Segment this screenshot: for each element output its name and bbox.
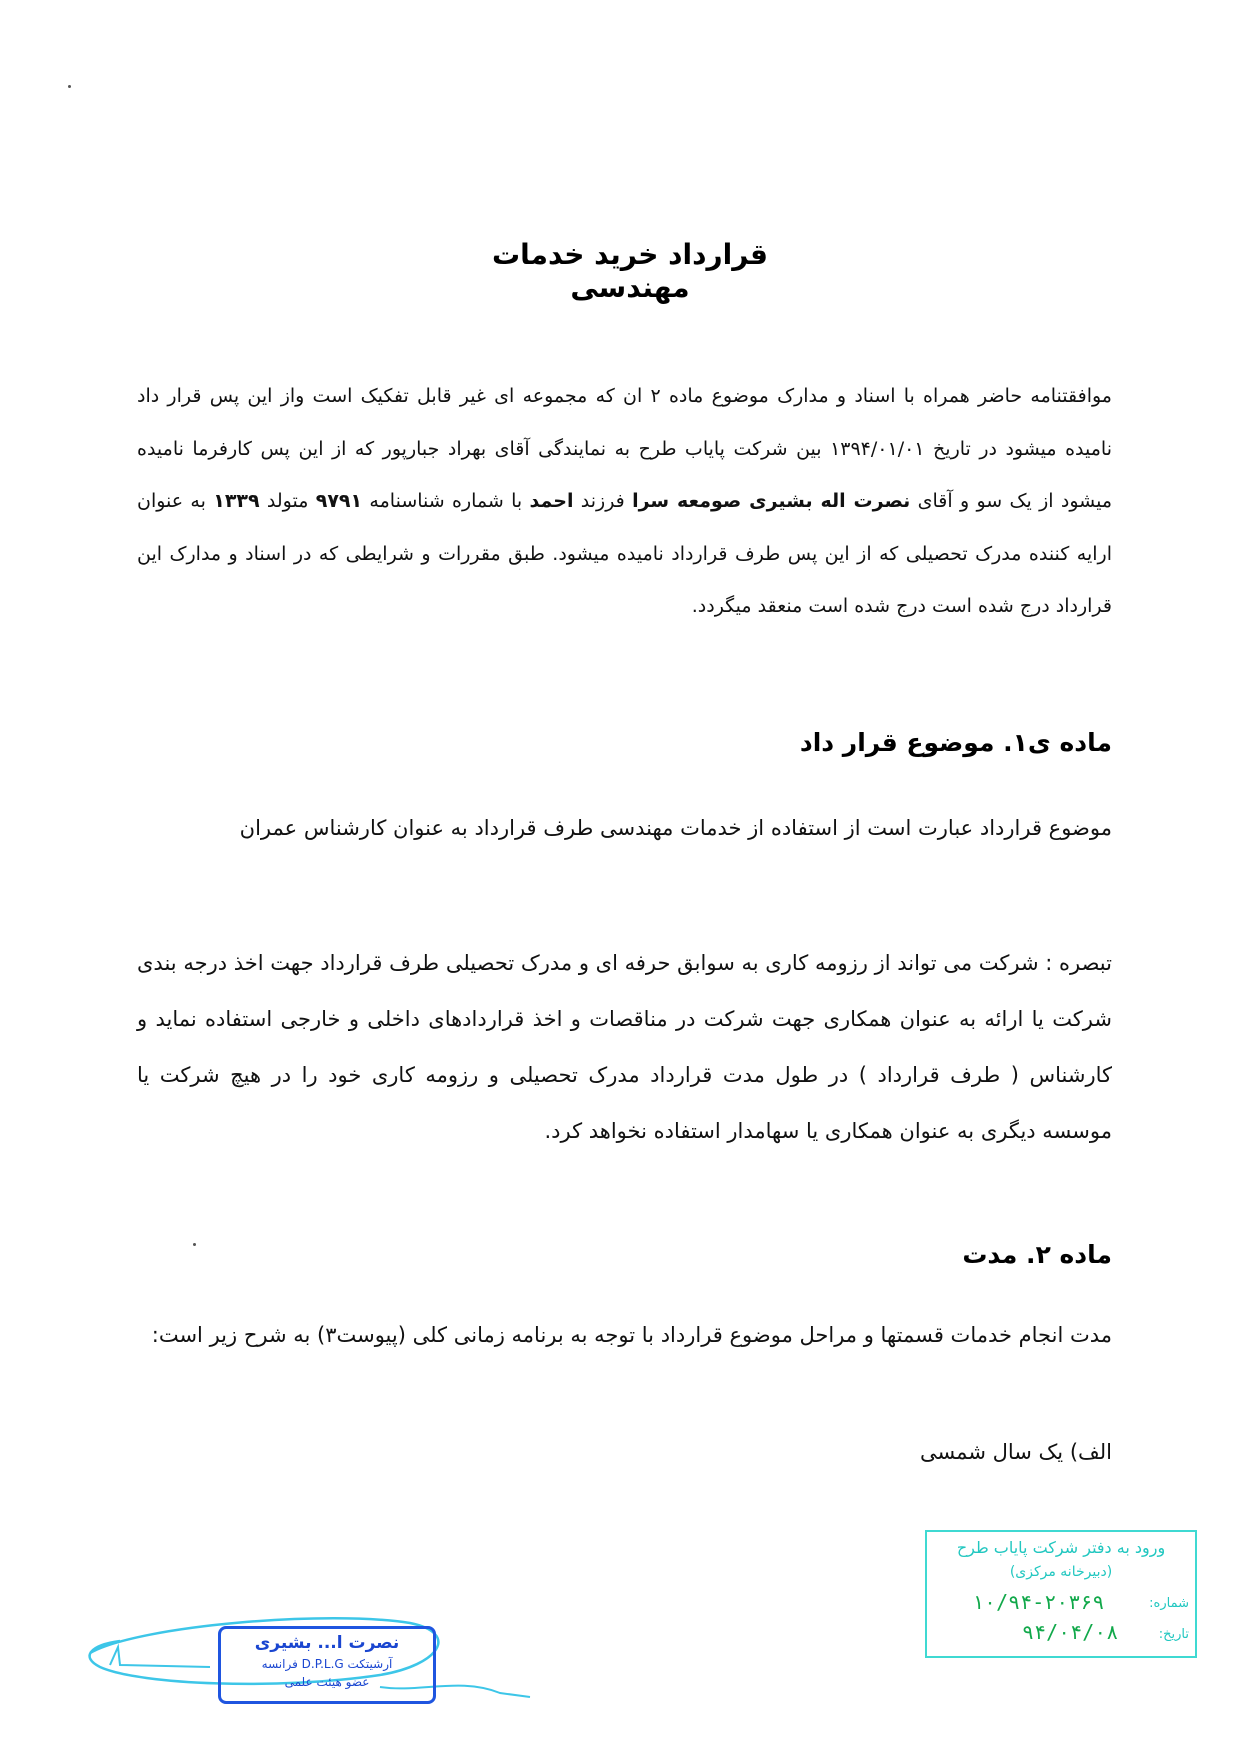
article2-heading: ماده ۲. مدت <box>962 1240 1112 1269</box>
stamp-office-line1: ورود به دفتر شرکت پایاب طرح <box>956 1538 1166 1557</box>
intro-text: با شماره شناسنامه <box>362 490 530 512</box>
article1-note: تبصره : شرکت می تواند از رزومه کاری به سوابق حرفه ای و مدرک تحصیلی طرف قرارداد جهت اخذ درجه بندی شرکت یا ارائه به عنوان همکاری جهت شرکت در مناقصات و اخذ قراردادهای داخلی و خارجی استفاده نماید و کارشناس ( طرف قرارداد ) در طول مدت قرارداد مدرک تحصیلی و رزومه کاری خود را در هیچ شرکت یا موسسه دیگری به عنوان همکاری یا سهامدار استفاده نخواهد کرد. <box>137 951 1112 1143</box>
contractor-name: نصرت اله بشیری صومعه سرا <box>632 490 911 512</box>
scan-speck <box>193 1243 196 1246</box>
document-title: قرارداد خرید خدمات مهندسی <box>492 238 768 304</box>
stamp-number-value: ۱۰/۹۴-۲۰۳۶۹ <box>972 1590 1105 1614</box>
stamp-date-value: ۹۴/۰۴/۰۸ <box>1022 1620 1119 1644</box>
office-receipt-stamp <box>925 1530 1197 1658</box>
signature-stamp-role: عضو هیئت علمی <box>284 1675 370 1689</box>
father-name: احمد <box>529 490 574 512</box>
article1-body: موضوع قرارداد عبارت است از استفاده از خدمات مهندسی طرف قرارداد به عنوان کارشناس عمران <box>239 816 1112 840</box>
intro-text: موافقتنامه حاضر همراه با اسناد و مدارک موضوع ماده ۲ ان که مجموعه ای غیر قابل تفکیک است واز این پس قرار داد نامیده میشود در تاریخ ۱۳۹۴/۰۱/۰۱ بین شرکت پایاب طرح به نمایندگی آقای بهراد جبارپور که از این پس کارفرما نامیده میشود از یک سو و آقای <box>137 385 1113 512</box>
article2-item-a: الف) یک سال شمسی <box>919 1440 1112 1464</box>
intro-paragraph <box>137 370 1112 633</box>
intro-text: متولد <box>259 490 316 512</box>
intro-text: فرزند <box>573 490 633 512</box>
scan-speck <box>68 85 71 88</box>
stamp-office-line2: (دبیرخانه مرکزی) <box>1009 1564 1113 1580</box>
id-number: ۹۷۹۱ <box>315 490 363 512</box>
stamp-number-label: شماره: <box>1149 1596 1189 1611</box>
birth-year: ۱۳۳۹ <box>213 490 260 512</box>
signature-stamp <box>218 1626 436 1704</box>
signature-stamp-title: آرشیتکت D.P.L.G فرانسه <box>261 1657 393 1671</box>
signature-stamp-name: نصرت ا... بشیری <box>254 1633 400 1653</box>
article2-body: مدت انجام خدمات قسمتها و مراحل موضوع قرارداد با توجه به برنامه زمانی کلی (پیوست۳) به شرح زیر است: <box>151 1323 1112 1347</box>
stamp-date-label: تاریخ: <box>1158 1627 1189 1642</box>
intro-text: به عنوان ارایه کننده مدرک تحصیلی که از این پس طرف قرارداد نامیده میشود. طبق مقررات و شرایطی که در اسناد و مدارک این قرارداد درج شده است درج شده است منعقد میگردد. <box>137 490 1112 617</box>
article1-heading: ماده ی۱. موضوع قرار داد <box>799 728 1112 757</box>
